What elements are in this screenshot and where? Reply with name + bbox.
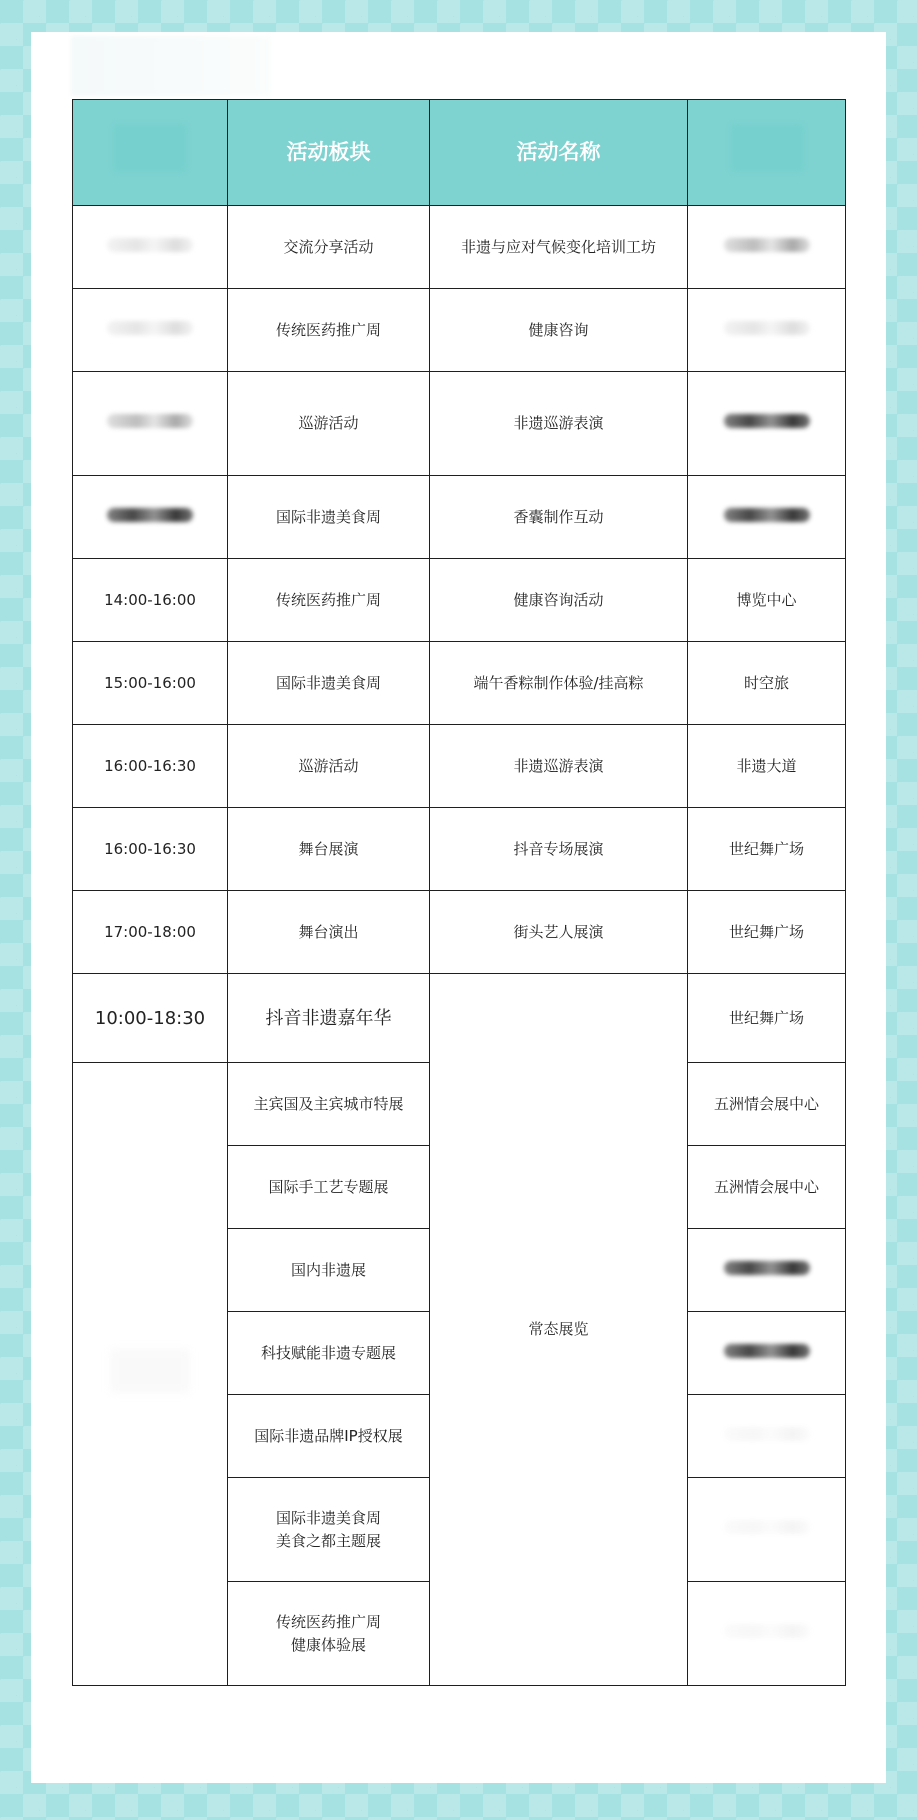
- section-cell: 科技赋能非遗专题展: [228, 1312, 430, 1395]
- venue-cell: 时空旅: [688, 642, 846, 725]
- section-line-1: 国际非遗美食周: [275, 1509, 381, 1527]
- section-cell: 巡游活动: [228, 372, 430, 476]
- table-row: [73, 808, 846, 891]
- blurred-venue: [724, 1520, 810, 1534]
- blurred-time: [107, 321, 193, 335]
- section-cell: 巡游活动: [228, 725, 430, 808]
- venue-cell: [688, 476, 846, 559]
- venue-cell: 五洲情会展中心: [688, 1146, 846, 1229]
- name-cell: 香囊制作互动: [430, 476, 688, 559]
- blurred-venue: [724, 1427, 810, 1441]
- blurred-venue: [724, 508, 810, 522]
- table-header-row: [73, 100, 846, 206]
- name-cell: 非遗与应对气候变化培训工坊: [430, 206, 688, 289]
- time-cell: 16:00-16:30: [73, 808, 228, 891]
- table-row: [73, 206, 846, 289]
- venue-cell: 世纪舞广场: [688, 891, 846, 974]
- venue-cell: [688, 1312, 846, 1395]
- section-cell: 传统医药推广周: [228, 289, 430, 372]
- table-row: [73, 891, 846, 974]
- name-cell: 健康咨询: [430, 289, 688, 372]
- section-cell: 舞台演出: [228, 891, 430, 974]
- header-time: [73, 100, 228, 206]
- blurred-venue: [724, 1624, 810, 1638]
- time-cell: [73, 289, 228, 372]
- section-cell: [228, 1582, 430, 1686]
- time-cell: 14:00-16:00: [73, 559, 228, 642]
- table-row: [73, 476, 846, 559]
- table-row: [73, 559, 846, 642]
- time-cell: 16:00-16:30: [73, 725, 228, 808]
- section-cell: 传统医药推广周: [228, 559, 430, 642]
- blurred-venue: [724, 414, 810, 428]
- name-cell: 端午香粽制作体验/挂高粽: [430, 642, 688, 725]
- section-cell: 国内非遗展: [228, 1229, 430, 1312]
- time-cell: 17:00-18:00: [73, 891, 228, 974]
- time-cell: 15:00-16:00: [73, 642, 228, 725]
- section-line-2: 美食之都主题展: [275, 1531, 381, 1550]
- venue-cell: 博览中心: [688, 559, 846, 642]
- table-row: [73, 289, 846, 372]
- blurred-time: [107, 414, 193, 428]
- time-cell: [73, 372, 228, 476]
- section-cell: 舞台展演: [228, 808, 430, 891]
- blurred-venue: [724, 1261, 810, 1275]
- name-cell: 非遗巡游表演: [430, 725, 688, 808]
- venue-cell: [688, 1229, 846, 1312]
- blurred-venue: [724, 1344, 810, 1358]
- venue-cell: 非遗大道: [688, 725, 846, 808]
- blurred-header-text: [730, 124, 804, 172]
- table-row: [73, 725, 846, 808]
- section-cell: [228, 1478, 430, 1582]
- venue-cell: [688, 1395, 846, 1478]
- name-cell: 抖音专场展演: [430, 808, 688, 891]
- header-venue: [688, 100, 846, 206]
- merged-time-cell: [73, 1063, 228, 1686]
- venue-cell: 世纪舞广场: [688, 808, 846, 891]
- blurred-time: [107, 238, 193, 252]
- venue-cell: [688, 1582, 846, 1686]
- venue-cell: 世纪舞广场: [688, 974, 846, 1063]
- section-cell: 国际手工艺专题展: [228, 1146, 430, 1229]
- merged-name-cell: 常态展览: [430, 974, 688, 1686]
- section-cell: 抖音非遗嘉年华: [228, 974, 430, 1063]
- blurred-venue: [724, 238, 810, 252]
- venue-cell: [688, 1478, 846, 1582]
- table-row: [73, 372, 846, 476]
- blurred-venue: [724, 321, 810, 335]
- section-cell: 国际非遗品牌IP授权展: [228, 1395, 430, 1478]
- section-cell: 国际非遗美食周: [228, 476, 430, 559]
- blurred-logo: [71, 36, 271, 96]
- table-row: [73, 642, 846, 725]
- section-cell: 交流分享活动: [228, 206, 430, 289]
- venue-cell: [688, 206, 846, 289]
- time-cell: [73, 206, 228, 289]
- header-section: 活动板块: [228, 100, 430, 206]
- venue-cell: 五洲情会展中心: [688, 1063, 846, 1146]
- section-cell: 国际非遗美食周: [228, 642, 430, 725]
- name-cell: 健康咨询活动: [430, 559, 688, 642]
- section-line-2: 健康体验展: [290, 1635, 366, 1654]
- time-cell: [73, 476, 228, 559]
- blurred-time: [107, 508, 193, 522]
- venue-cell: [688, 372, 846, 476]
- blurred-time: [110, 1349, 190, 1393]
- name-cell: 街头艺人展演: [430, 891, 688, 974]
- section-cell: 主宾国及主宾城市特展: [228, 1063, 430, 1146]
- header-name: 活动名称: [430, 100, 688, 206]
- blurred-header-text: [113, 124, 187, 172]
- name-cell: 非遗巡游表演: [430, 372, 688, 476]
- time-cell: 10:00-18:30: [73, 974, 228, 1063]
- section-line-1: 传统医药推广周: [275, 1613, 381, 1631]
- schedule-table: [72, 99, 846, 1686]
- table-row: [73, 974, 846, 1063]
- venue-cell: [688, 289, 846, 372]
